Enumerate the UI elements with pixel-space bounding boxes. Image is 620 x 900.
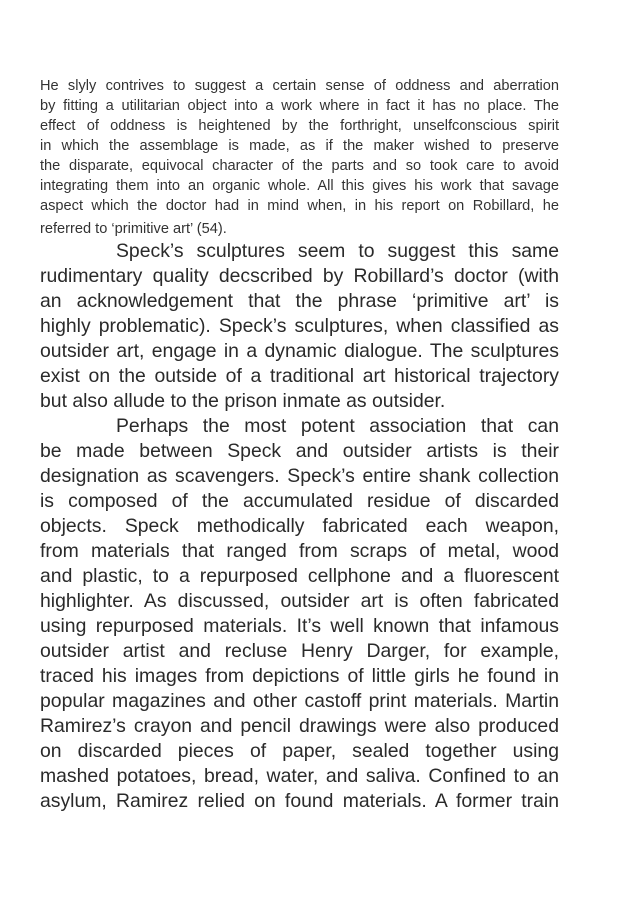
quote-line: aspect which the doctor had in mind when, in his report on Robillard, he [40, 198, 559, 214]
paragraph-line: traced his images from depictions of little girls he found in [40, 665, 559, 687]
quote-line: integrating them into an organic whole. All this gives his work that savage [40, 178, 559, 194]
paragraph-line: Ramirez’s crayon and pencil drawings were also produced [40, 715, 559, 737]
paragraph-line: highlighter. As discussed, outsider art is often fabricated [40, 590, 559, 612]
block-quote [40, 76, 559, 239]
paragraph-line: from materials that ranged from scraps of metal, wood [40, 540, 559, 562]
quote-line: the disparate, equivocal character of the parts and so took care to avoid [40, 158, 559, 174]
paragraph-line: but also allude to the prison inmate as outsider. [40, 390, 446, 412]
paragraph-line: exist on the outside of a traditional art historical trajectory [40, 365, 559, 387]
quote-line: effect of oddness is heightened by the forthright, unselfconscious spirit [40, 118, 559, 134]
paragraph-line: and plastic, to a repurposed cellphone and a fluorescent [40, 565, 559, 587]
paragraph-line: objects. Speck methodically fabricated each weapon, [40, 515, 559, 537]
paragraph-line: popular magazines and other castoff print materials. Martin [40, 690, 559, 712]
document-page [40, 76, 559, 814]
paragraph-line: outsider art, engage in a dynamic dialogue. The sculptures [40, 340, 559, 362]
paragraph-line: is composed of the accumulated residue of discarded [40, 490, 559, 512]
paragraph-1 [40, 239, 559, 414]
paragraph-line: using repurposed materials. It’s well known that infamous [40, 615, 559, 637]
quote-line: by fitting a utilitarian object into a work where in fact it has no place. The [40, 98, 559, 114]
paragraph-line: designation as scavengers. Speck’s entire shank collection [40, 465, 559, 487]
quote-line: in which the assemblage is made, as if the maker wished to preserve [40, 138, 559, 154]
paragraph-line: an acknowledgement that the phrase ‘primitive art’ is [40, 290, 559, 312]
quote-citation-line: referred to ‘primitive art’ (54). [40, 221, 227, 237]
paragraph-line: on discarded pieces of paper, sealed together using [40, 740, 559, 762]
paragraph-2 [40, 414, 559, 814]
quote-line: He slyly contrives to suggest a certain sense of oddness and aberration [40, 78, 559, 94]
paragraph-line: outsider artist and recluse Henry Darger, for example, [40, 640, 559, 662]
paragraph-line: Speck’s sculptures seem to suggest this same [116, 240, 559, 262]
paragraph-line: highly problematic). Speck’s sculptures, when classified as [40, 315, 559, 337]
paragraph-line: rudimentary quality decscribed by Robillard’s doctor (with [40, 265, 559, 287]
paragraph-line: Perhaps the most potent association that can [116, 415, 559, 437]
paragraph-line: be made between Speck and outsider artists is their [40, 440, 559, 462]
paragraph-line: mashed potatoes, bread, water, and saliva. Confined to an [40, 765, 559, 787]
paragraph-line: asylum, Ramirez relied on found materials. A former train [40, 790, 559, 812]
